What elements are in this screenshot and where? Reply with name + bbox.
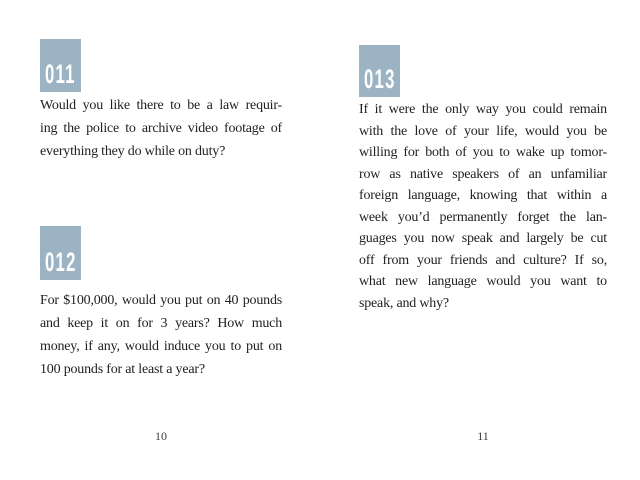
question-line: and keep it on for 3 years? How much [40, 316, 282, 331]
question-line: off from your friends and culture? If so, [359, 252, 607, 268]
question-line: 100 pounds for at least a year? [40, 362, 205, 377]
question-badge-012 [40, 226, 81, 280]
question-line: ing the police to archive video footage of [40, 121, 282, 136]
page-number: 10 [155, 429, 167, 443]
question-line: willing for both of you to wake up tomor- [359, 145, 607, 160]
badge-number: 011 [45, 59, 76, 89]
question-line: foreign language, knowing that within a [359, 188, 607, 203]
badge-number: 013 [364, 64, 396, 94]
question-line: guages you now speak and largely be cut [359, 231, 607, 246]
question-011-text [40, 94, 282, 163]
question-line: Would you like there to be a law requir- [40, 98, 282, 113]
question-013-text [359, 99, 607, 314]
question-012-text [40, 289, 282, 381]
question-line: row as native speakers of an unfamiliar [359, 166, 607, 182]
question-line: money, if any, would induce you to put on [40, 339, 282, 354]
question-badge-011 [40, 39, 81, 92]
question-line: If it were the only way you could remain [359, 102, 607, 117]
question-line: For $100,000, would you put on 40 pounds [40, 293, 282, 308]
question-line: week you’d permanently forget the lan- [359, 209, 607, 225]
question-line: everything they do while on duty? [40, 144, 226, 159]
question-line: speak, and why? [359, 295, 449, 311]
badge-number: 012 [45, 247, 77, 277]
page-number: 11 [477, 429, 489, 443]
question-line: what new language would you want to [359, 274, 607, 289]
question-line: with the love of your life, would you be [359, 123, 607, 139]
question-badge-013 [359, 45, 400, 97]
